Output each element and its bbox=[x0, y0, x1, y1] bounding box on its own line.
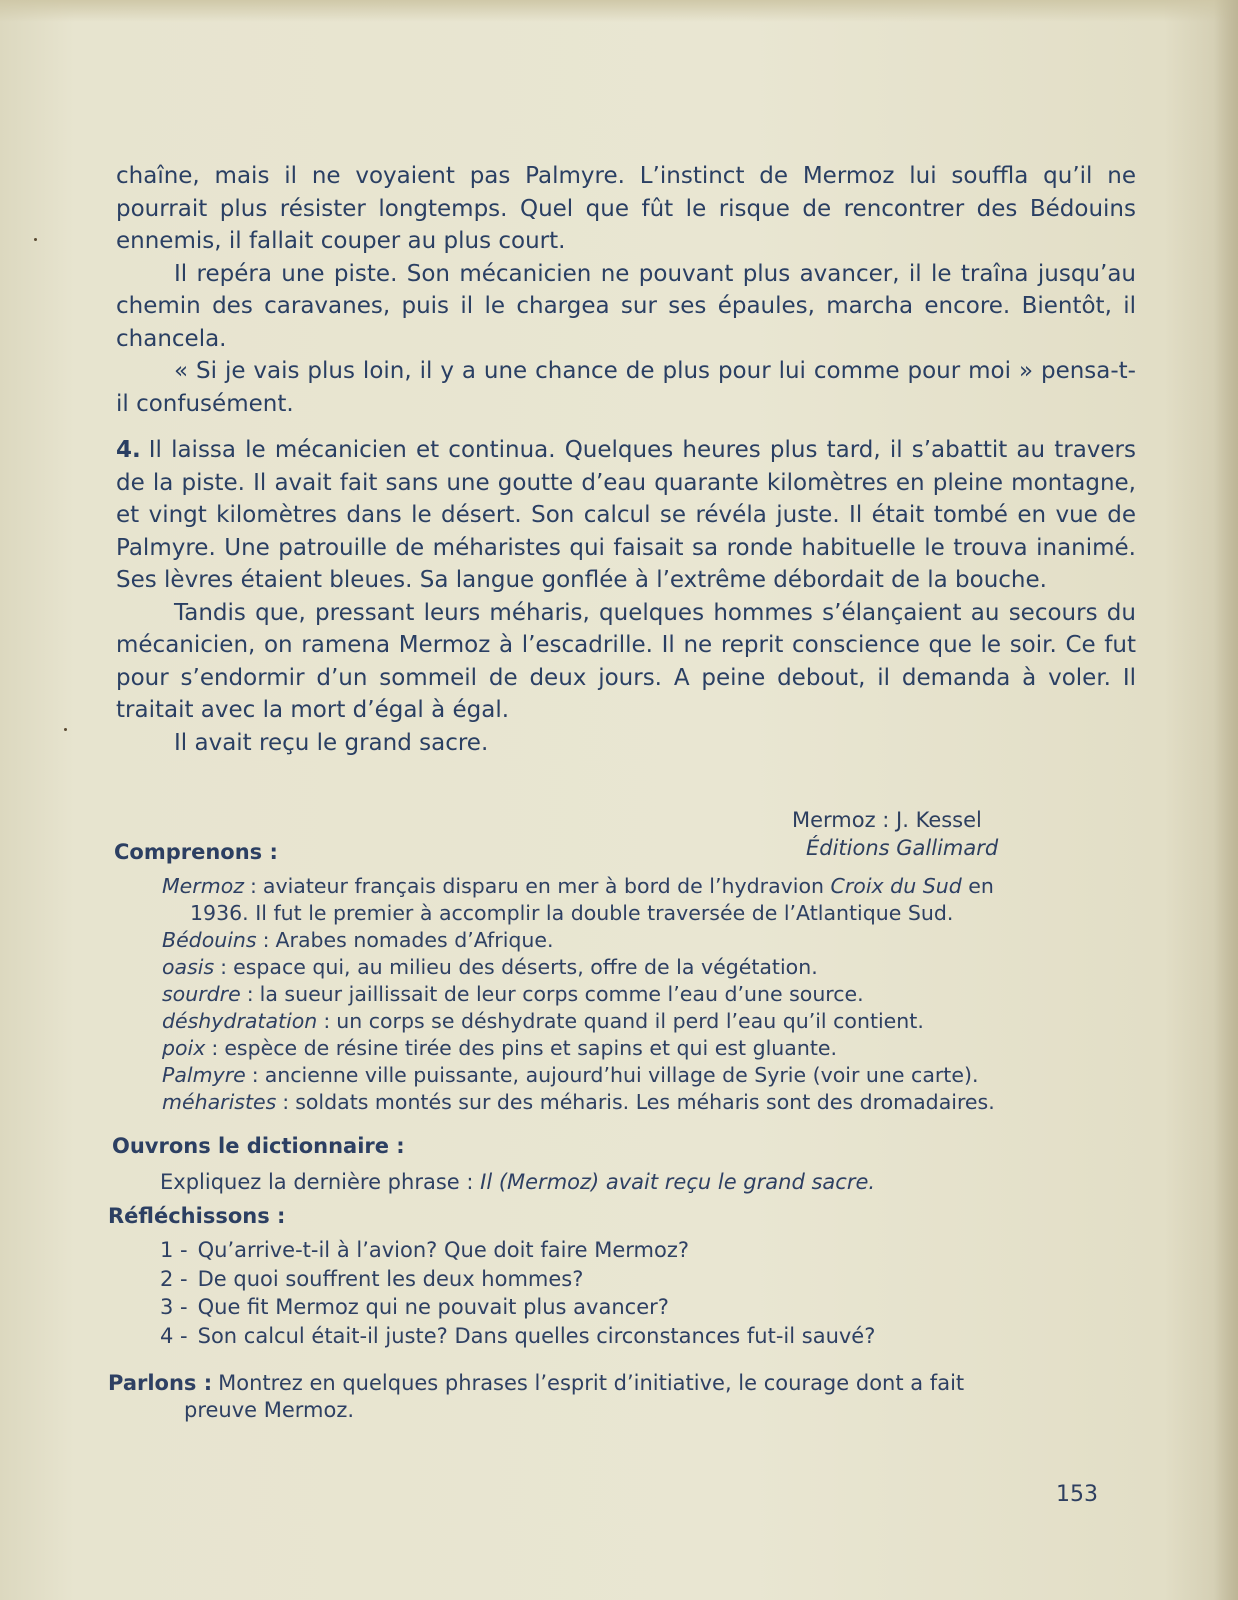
glossary-definition: espace qui, au milieu des déserts, offre de la végétation. bbox=[233, 955, 818, 979]
question-number: 4 - bbox=[160, 1323, 188, 1348]
glossary-term: poix bbox=[162, 1036, 206, 1060]
question-item bbox=[160, 1293, 875, 1322]
glossary-entry: poix : espèce de résine tirée des pins et sapins et qui est gluante. bbox=[162, 1036, 837, 1060]
question-number: 1 - bbox=[160, 1238, 188, 1262]
glossary-definition-italic: Croix du Sud bbox=[830, 874, 962, 898]
dictionnaire-prompt: Expliquez la dernière phrase : bbox=[160, 1170, 474, 1194]
attribution-author: Mermoz : J. Kessel bbox=[792, 808, 982, 832]
glossary-term: Bédouins bbox=[162, 928, 257, 952]
parlons-text: Montrez en quelques phrases l’esprit d’initiative, le courage dont a fait bbox=[218, 1371, 965, 1395]
parlons-text-continuation: preuve Mermoz. bbox=[184, 1398, 355, 1422]
glossary-entry: Palmyre : ancienne ville puissante, aujourd’hui village de Syrie (voir une carte). bbox=[162, 1063, 979, 1087]
reflechissons-heading: Réfléchissons : bbox=[108, 1204, 286, 1228]
paper-speck bbox=[64, 728, 67, 731]
glossary-definition: soldats montés sur des méharis. Les méharis sont des dromadaires. bbox=[295, 1090, 995, 1114]
attribution-publisher: Éditions Gallimard bbox=[806, 836, 999, 860]
glossary-definition: ancienne ville puissante, aujourd’hui village de Syrie (voir une carte). bbox=[264, 1063, 979, 1087]
question-item bbox=[160, 1236, 875, 1265]
glossary-entry: Bédouins : Arabes nomades d’Afrique. bbox=[162, 928, 554, 952]
glossary-term: Palmyre bbox=[162, 1063, 246, 1087]
glossary-definition: espèce de résine tirée des pins et sapins et qui est gluante. bbox=[224, 1036, 837, 1060]
glossary-entry: Mermoz : aviateur français disparu en mer à bord de l’hydravion Croix du Sud en bbox=[162, 874, 994, 898]
passage-paragraph: Il repéra une piste. Son mécanicien ne pouvant plus avancer, il le traîna jusqu’au chemin des caravanes, puis il le chargea sur ses épaules, marcha encore. Bientôt, il chancela. bbox=[116, 260, 1136, 352]
question-item bbox=[160, 1322, 875, 1351]
question-item bbox=[160, 1265, 875, 1294]
parlons-section bbox=[108, 1370, 1108, 1424]
parlons-line bbox=[108, 1370, 1108, 1397]
parlons-heading: Parlons : bbox=[108, 1371, 213, 1395]
page-number: 153 bbox=[1056, 1482, 1098, 1507]
passage-paragraph: chaîne, mais il ne voyaient pas Palmyre. L’instinct de Mermoz lui souffla qu’il ne pourrait plus résister longtemps. Quel que fût le risque de rencontrer des Bédouins ennemis, il fallait couper au plus court. bbox=[116, 163, 1136, 254]
glossary-entry: oasis : espace qui, au milieu des déserts, offre de la végétation. bbox=[162, 955, 818, 979]
paper-speck bbox=[34, 238, 37, 241]
question-text: Qu’arrive-t-il à l’avion? Que doit faire Mermoz? bbox=[197, 1238, 689, 1262]
dictionnaire-heading: Ouvrons le dictionnaire : bbox=[112, 1134, 405, 1158]
passage-paragraph-text: Il laissa le mécanicien et continua. Quelques heures plus tard, il s’abattit au travers de la piste. Il avait fait sans une goutte d’eau quarante kilomètres en pleine montagne, et vingt kilomètres dans le désert. Son calcul se révéla juste. Il était tombé en vue de Palmyre. Une patrouille de méharistes qui faisait sa ronde habituelle le trouva inanimé. Ses lèvres étaient bleues. Sa langue gonflée à l’extrême débordait de la bouche. bbox=[116, 437, 1136, 593]
passage-paragraph: « Si je vais plus loin, il y a une chance de plus pour lui comme pour moi » pensa-t-il confusément. bbox=[116, 358, 1136, 417]
question-number: 2 - bbox=[160, 1266, 188, 1291]
glossary-entry: sourdre : la sueur jaillissait de leur corps comme l’eau d’une source. bbox=[162, 982, 864, 1006]
glossary-entry: méharistes : soldats montés sur des méharis. Les méharis sont des dromadaires. bbox=[162, 1090, 995, 1114]
glossary-definition: un corps se déshydrate quand il perd l’eau qu’il contient. bbox=[336, 1009, 924, 1033]
glossary-definition: aviateur français disparu en mer à bord de l’hydravion bbox=[262, 874, 825, 898]
dictionnaire-prompt-line bbox=[160, 1170, 875, 1194]
glossary-definition: en bbox=[968, 874, 994, 898]
section-number: 4. bbox=[116, 437, 141, 463]
story-passage bbox=[116, 160, 1136, 759]
passage-paragraph-numbered bbox=[116, 434, 1136, 597]
glossary-term: sourdre bbox=[162, 982, 241, 1006]
page-right-shadow bbox=[1214, 0, 1238, 1600]
question-number: 3 - bbox=[160, 1295, 188, 1319]
passage-paragraph: Il avait reçu le grand sacre. bbox=[174, 729, 489, 756]
glossary-term: déshydratation bbox=[162, 1009, 318, 1033]
dictionnaire-quote: Il (Mermoz) avait reçu le grand sacre. bbox=[480, 1170, 876, 1194]
glossary-definition: Arabes nomades d’Afrique. bbox=[275, 928, 554, 952]
comprenons-heading: Comprenons : bbox=[114, 840, 278, 864]
glossary-entry: déshydratation : un corps se déshydrate quand il perd l’eau qu’il contient. bbox=[162, 1009, 924, 1033]
glossary-list bbox=[162, 873, 1114, 1116]
question-list bbox=[160, 1236, 875, 1350]
glossary-term: Mermoz bbox=[162, 874, 244, 898]
question-text: De quoi souffrent les deux hommes? bbox=[197, 1266, 584, 1291]
glossary-term: méharistes bbox=[162, 1090, 277, 1114]
glossary-term: oasis bbox=[162, 955, 215, 979]
question-text: Son calcul était-il juste? Dans quelles circonstances fut-il sauvé? bbox=[197, 1323, 876, 1348]
glossary-entry-continuation: 1936. Il fut le premier à accomplir la double traversée de l’Atlantique Sud. bbox=[190, 901, 954, 925]
source-attribution bbox=[760, 806, 1140, 862]
page-top-shadow bbox=[0, 0, 1238, 22]
glossary-definition: la sueur jaillissait de leur corps comme l’eau d’une source. bbox=[259, 982, 864, 1006]
question-text: Que fit Mermoz qui ne pouvait plus avancer? bbox=[197, 1295, 669, 1319]
passage-paragraph: Tandis que, pressant leurs méharis, quelques hommes s’élançaient au secours du mécanicien, on ramena Mermoz à l’escadrille. Il ne reprit conscience que le soir. Ce fut pour s’endormir d’un sommeil de deux jours. A peine debout, il demanda à voler. Il traitait avec la mort d’égal à égal. bbox=[116, 599, 1136, 723]
